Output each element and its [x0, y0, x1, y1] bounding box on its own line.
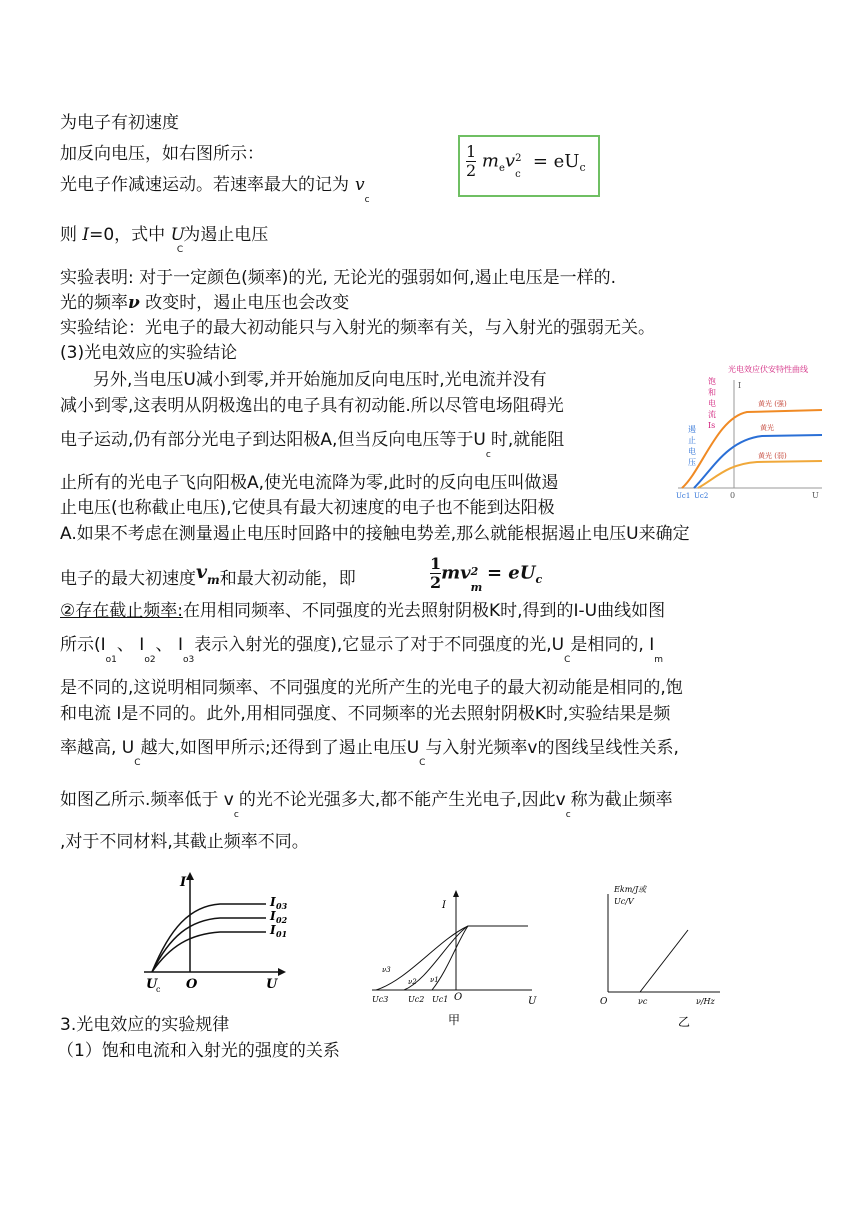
svg-text:U: U — [146, 977, 158, 992]
svg-text:Uc2: Uc2 — [694, 492, 709, 500]
formula-m: m — [481, 150, 499, 172]
svg-text:c: c — [156, 985, 161, 994]
text-line: 实验表明: 对于一定颜色(频率)的光, 无论光的强弱如何,遏止电压是一样的. — [60, 268, 617, 288]
text-line: 另外,当电压U减小到零,并开始施加反向电压时,光电流并没有 — [93, 370, 547, 390]
svg-text:流: 流 — [708, 410, 716, 419]
formula-box: $\frac{1}{2}$ $m_ev$ 2 c = $eU_c$ — [458, 135, 600, 197]
text-line: 和电流 I是不同的。此外,用相同强度、不同频率的光去照射阴极K时,实验结果是频 — [60, 704, 671, 724]
svg-text:压: 压 — [688, 458, 696, 467]
svg-text:Is: Is — [708, 421, 716, 430]
svg-text:01: 01 — [276, 929, 288, 939]
text-line: 为电子有初速度 — [60, 113, 179, 133]
svg-text:I: I — [270, 895, 276, 909]
text-line: 止所有的光电子飞向阳极A,使光电流降为零,此时的反向电压叫做遏 — [60, 473, 559, 493]
svg-text:黄光 (强): 黄光 (强) — [758, 400, 787, 408]
svg-text:Ekm/J或: Ekm/J或 — [614, 885, 647, 894]
svg-text:I: I — [270, 909, 276, 923]
text-line: 率越高, $U_C$越大,如图甲所示;还得到了遏止电压$U_C$与入射光频率v的图线呈线性关系, — [60, 738, 679, 768]
text-line: 止电压(也称截止电压),它使具有最大初速度的电子也不能到达阳极 — [60, 498, 555, 518]
svg-text:电: 电 — [708, 399, 716, 408]
text-line: 电子的最大初速度vm和最大初动能，即 — [60, 561, 356, 589]
svg-text:ν2: ν2 — [408, 978, 417, 986]
svg-text:U: U — [266, 977, 278, 992]
text-line: A.如果不考虑在测量遏止电压时回路中的接触电势差,那么就能根据遏止电压U来确定 — [60, 524, 690, 544]
svg-text:νc: νc — [638, 997, 648, 1006]
svg-text:和: 和 — [708, 388, 716, 397]
subsection-heading: （1）饱和电流和入射光的强度的关系 — [57, 1041, 340, 1061]
formula-eq: = eU — [532, 150, 580, 172]
svg-text:Uc3: Uc3 — [372, 995, 389, 1004]
svg-text:黄光: 黄光 — [760, 424, 774, 432]
caption: 甲 — [448, 1013, 461, 1027]
curve-strong — [682, 410, 822, 488]
svg-text:U: U — [528, 996, 537, 1007]
text-line — [60, 174, 370, 205]
formula-kinetic: $\frac{1}{2}$ mv 2 m = $eU_c$ — [430, 554, 543, 594]
svg-text:Uc1: Uc1 — [432, 995, 449, 1004]
svg-text:Uc/V: Uc/V — [614, 897, 634, 906]
svg-text:遏: 遏 — [688, 425, 696, 434]
figure-yi — [594, 880, 744, 1030]
svg-text:I: I — [180, 875, 187, 890]
text: 光电子作减速运动。若速率最大的记为 — [60, 175, 349, 195]
svg-text:Uc2: Uc2 — [408, 995, 425, 1004]
svg-text:电: 电 — [688, 447, 696, 456]
figure-title: 光电效应伏安特性曲线 — [728, 365, 808, 374]
svg-text:O: O — [186, 977, 198, 992]
section-heading: (3)光电效应的实验结论 — [60, 343, 238, 363]
curve-weak — [698, 461, 822, 488]
svg-text:ν/Hz: ν/Hz — [696, 997, 715, 1006]
svg-text:O: O — [454, 992, 463, 1003]
text-line: 则 I=0，式中 $U_C$为遏止电压 — [60, 225, 269, 255]
figure-jia — [368, 890, 548, 1030]
text-line: 是不同的,这说明相同频率、不同强度的光所产生的光电子的最大初动能是相同的,饱 — [60, 678, 683, 698]
formula-sub: e — [499, 163, 505, 175]
text-line: ②存在截止频率:在用相同频率、不同强度的光去照射阴极K时,得到的I-U曲线如图 — [60, 601, 666, 621]
svg-text:黄光 (弱): 黄光 (弱) — [758, 452, 787, 460]
text-line: 光的频率ν 改变时，遏止电压也会改变 — [60, 293, 350, 313]
svg-text:02: 02 — [276, 915, 288, 925]
svg-text:ν1: ν1 — [430, 976, 439, 984]
svg-text:03: 03 — [276, 901, 288, 911]
iv-characteristic-figure — [672, 360, 832, 500]
svg-text:U: U — [812, 491, 819, 500]
text-line: 所示($I_{o1}$、 $I_{o2}$、 $I_{o3}$表示入射光的强度),它显示了对于不同强度的光$,U_C$是相同的, $I_m$ — [60, 635, 663, 665]
fraction: $\frac{1}{2}$ — [466, 142, 477, 180]
text-line: 实验结论：光电子的最大初动能只与入射光的频率有关，与入射光的强弱无关。 — [60, 318, 655, 338]
text-line: 如图乙所示.频率低于 $v_c$的光不论光强多大,都不能产生光电子,因此$v_c$称为截止频率 — [60, 790, 673, 820]
svg-text:止: 止 — [688, 436, 696, 445]
svg-text:I: I — [442, 900, 446, 911]
text-line: 电子运动,仍有部分光电子到达阳极A,但当反向电压等于$U_c$时,就能阻 — [60, 430, 565, 460]
subscript: c — [364, 195, 370, 205]
text-line: ,对于不同材料,其截止频率不同。 — [60, 832, 309, 852]
section-heading: 3.光电效应的实验规律 — [60, 1015, 230, 1035]
svg-text:ν3: ν3 — [382, 966, 391, 974]
text-line: 加反向电压，如右图所示： — [60, 144, 264, 164]
iu-intensity-figure — [140, 868, 300, 998]
svg-text:0: 0 — [730, 491, 736, 500]
svg-text:O: O — [600, 997, 608, 1007]
text-line: 减小到零,这表明从阴极逸出的电子具有初动能.所以尽管电场阻碍光 — [60, 396, 564, 416]
var-v: v — [355, 175, 365, 195]
formula-sub: c — [579, 161, 586, 175]
caption: 乙 — [678, 1015, 691, 1029]
formula-v: v — [504, 150, 516, 172]
svg-text:I: I — [270, 923, 276, 937]
svg-text:I: I — [738, 381, 742, 390]
svg-text:Uc1: Uc1 — [676, 492, 691, 500]
svg-text:饱: 饱 — [708, 377, 716, 386]
